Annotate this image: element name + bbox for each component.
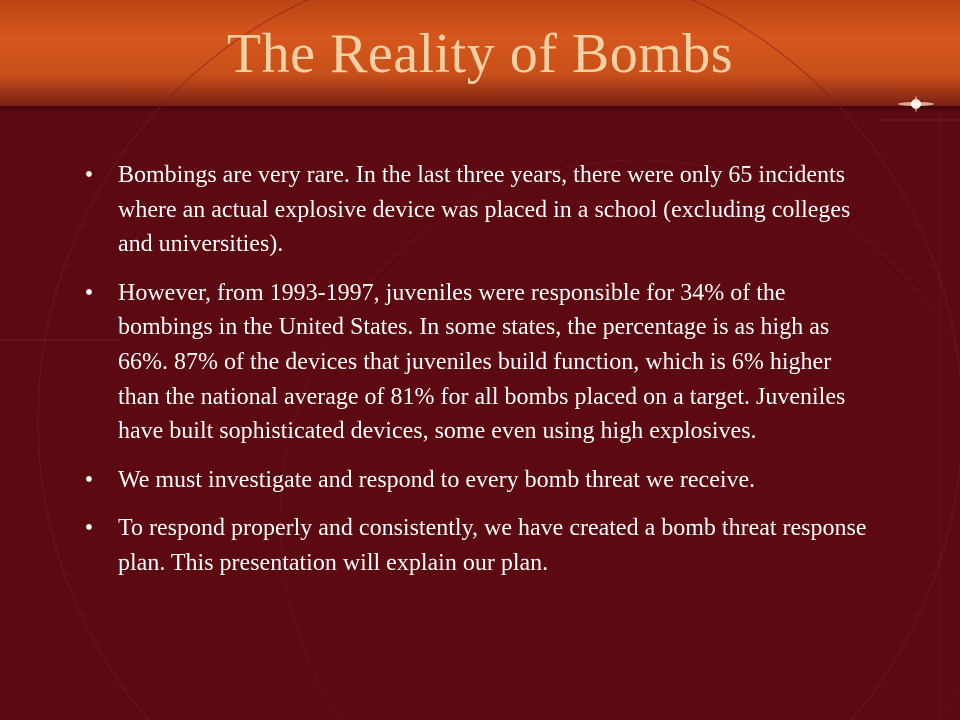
bullet-item bbox=[78, 276, 878, 449]
bullet-text: We must investigate and respond to every bomb threat we receive. bbox=[118, 466, 756, 493]
bullet-list bbox=[78, 158, 878, 581]
bullet-item bbox=[78, 463, 878, 498]
bullet-marker: • bbox=[84, 279, 94, 306]
bullet-marker: • bbox=[84, 466, 94, 493]
bullet-marker: • bbox=[84, 162, 94, 188]
bullet-item bbox=[78, 158, 878, 262]
sparkle-icon bbox=[896, 94, 936, 114]
bullet-text: However, from 1993-1997, juveniles were responsible for 34% of the bombings in the United States. In some states, the percentage is as high as 66%. 87% of the devices that juveniles build function, which is 6% higher than the national average of 81% for all bombs placed on a target. Juveniles have built sophisticated devices, some even using high explosives. bbox=[118, 279, 846, 445]
bullet-marker: • bbox=[84, 515, 94, 542]
slide-title: The Reality of Bombs bbox=[226, 23, 734, 85]
bullet-text: Bombings are very rare. In the last three years, there were only 65 incidents where an actual explosive device was placed in a school (excluding colleges and universities). bbox=[118, 162, 851, 258]
bullet-item bbox=[78, 511, 878, 580]
bullet-text: To respond properly and consistently, we have created a bomb threat response plan. This presentation will explain our plan. bbox=[118, 515, 867, 576]
